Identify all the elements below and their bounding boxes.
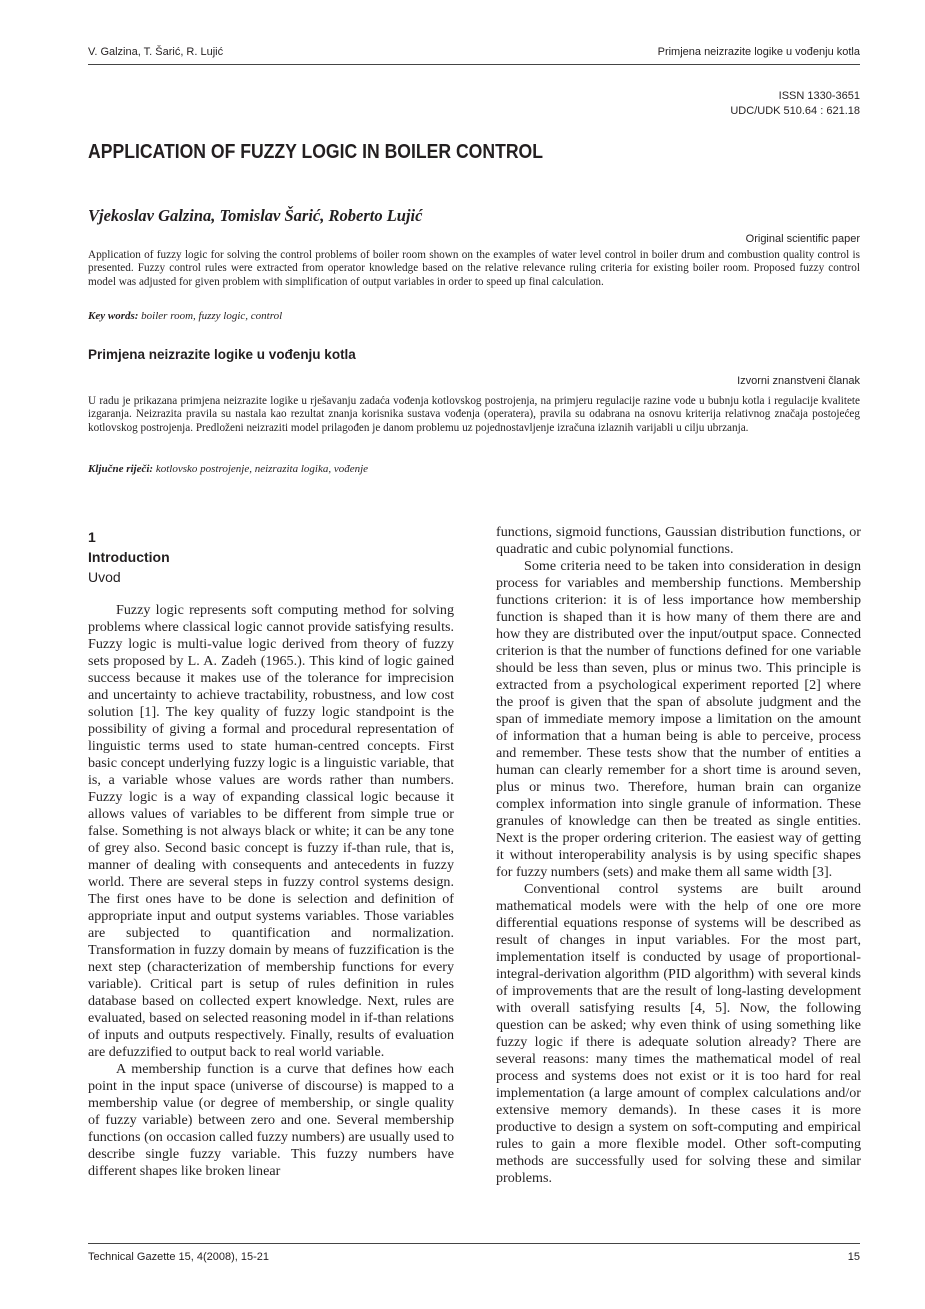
authors: Vjekoslav Galzina, Tomislav Šarić, Roberto Lujić <box>88 206 423 225</box>
paragraph: functions, sigmoid functions, Gaussian distribution functions, or quadratic and cubic polynomial functions. <box>496 524 861 557</box>
page-number: 15 <box>847 1251 860 1263</box>
keywords: boiler room, fuzzy logic, control <box>138 310 283 322</box>
footer-rule <box>88 1243 860 1244</box>
keywords-label-hr: Ključne riječi: <box>88 463 154 475</box>
hr-paper-type: Izvorni znanstveni članak <box>737 375 860 387</box>
right-column <box>496 524 861 1187</box>
paragraph: Some criteria need to be taken into consideration in design process for variables and membership functions. Membership functions criterion: it is of less importance how membership function is shaped than it is how many of them there are and how they are distributed over the input/output space. Connected criterion is that the number of functions defined for one variable should be less than seven, plus or minus two. This principle is extracted from a psychological experiment reported [2] where the proof is given that the span of absolute judgment and the span of immediate memory impose a limitation on the amount of information that a human being is able to perceive, process and remember. These tests show that the number of entities a human can clearly remember for a short time is around seven, plus or minus two. Therefore, human brain can organize complex information into single granule of information. These granules of knowledge can then be treated as single entities. Next is the proper ordering criterion. The easiest way of getting it without interoperability analysis is by using specific shapes for fuzzy numbers (sets) and make them all same width [3]. <box>496 558 861 880</box>
paper-title: APPLICATION OF FUZZY LOGIC IN BOILER CONTROL <box>88 141 543 163</box>
paragraph: Fuzzy logic represents soft computing method for solving problems where classical logic cannot provide satisfying results. Fuzzy logic is multi-value logic derived from theory of fuzzy sets proposed by L. A. Zadeh (1965.). This kind of logic gained success because it makes use of the tolerance for imprecision and uncertainty to achieve tractability, robustness, and low cost solution [1]. The key quality of fuzzy logic standpoint is the possibility of giving a formal and procedural representation of linguistic terms used to state human-centred concepts. First basic concept underlying fuzzy logic is a linguistic variable, that is, a variable whose values are words rather than numbers. Fuzzy logic is a way of expanding classical logic because it allows values of variables to be different from simple true or false. Something is not always black or white; it can be any tone of grey also. Second basic concept is fuzzy if-than rule, that is, manner of dealing with consequents and antecedents in fuzzy world. There are several steps in fuzzy control systems design. The first ones have to be done is selection and definition of appropriate input and output systems variables. Those variables are subjected to quantification and normalization. Transformation in fuzzy domain by means of fuzzification is the next step (characterization of membership functions for every variable). Critical part is setup of rules definition in rules database based on collected expert knowledge. Next, rules are evaluated, based on selected reasoning model in if-than relations of inputs and outputs respectively. Finally, results of evaluation are defuzzified to output back to real world variable. <box>88 602 454 1060</box>
udc: UDC/UDK 510.64 : 621.18 <box>730 105 860 117</box>
issn: ISSN 1330-3651 <box>778 90 860 102</box>
left-column <box>88 602 454 1180</box>
paragraph: Conventional control systems are built around mathematical models were with the help of one ore more differential equations response of systems will be described as result of changes in input variables. For the most part, implementation itself is conducted by usage of proportional-integral-derivation algorithm (PID algorithm) with several kinds of improvements that are the result of long-lasting development with overall satisfying results [4, 5]. Now, the following question can be asked; why even think of using something like fuzzy logic if there is adequate solution already? There are several reasons: many times the mathematical model of real process and systems does not exist or it is too hard for real implementation (a large amount of complex calculations and/or extensive memory demands). In these cases it is more productive to design a system on soft-computing and empirical rules to gain a more flexible model. Other soft-computing methods are successfully used for solving these and similar problems. <box>496 881 861 1186</box>
keywords-hr <box>88 463 368 475</box>
section-title-hr: Uvod <box>88 569 121 585</box>
keywords-hr-list: kotlovsko postrojenje, neizrazita logika, vođenje <box>153 463 369 475</box>
keywords-label: Key words: <box>88 310 139 322</box>
header-rule <box>88 64 860 65</box>
paper-type: Original scientific paper <box>745 233 860 245</box>
paragraph: A membership function is a curve that defines how each point in the input space (universe of discourse) is mapped to a membership value (or degree of membership, or single quality of fuzzy variable) between zero and one. Several membership functions (on occasion called fuzzy numbers) are usually used to describe single fuzzy variable. This fuzzy numbers have different shapes like broken linear <box>88 1061 454 1179</box>
keywords-en <box>88 310 282 322</box>
section-number: 1 <box>88 529 96 545</box>
section-title: Introduction <box>88 549 170 565</box>
abstract-en: Application of fuzzy logic for solving the control problems of boiler room shown on the examples of water level control in boiler drum and combustion quality control is presented. Fuzzy control rules were extracted from operator knowledge based on the relative relevance ruling criteria for existing boiler room. Proposed fuzzy control model was adjusted for given problem with simplification of output variables in order to speed up final calculation. <box>88 249 860 288</box>
footer-journal: Technical Gazette 15, 4(2008), 15-21 <box>88 1251 270 1263</box>
running-title: Primjena neizrazite logike u vođenju kotla <box>657 46 860 58</box>
abstract-hr: U radu je prikazana primjena neizrazite logike u rješavanju zadaća vođenja kotlovskog postrojenja, na primjeru regulacije razine vode u bubnju kotla i regulacije kvalitete izgaranja. Neizrazita pravila su nastala kao rezultat znanja korisnika sustava vođenja (operatera), pravila su odabrana na osnovu kriterija relativnog značaja postojećeg kotlovskog postrojenja. Predloženi neizraziti model prilagođen je danom problemu uz pojednostavljenje izračuna izlaznih varijabli u cilju ubrzanja. <box>88 395 860 434</box>
meta-block <box>730 89 860 119</box>
running-authors: V. Galzina, T. Šarić, R. Lujić <box>88 46 224 58</box>
section-heading <box>88 527 170 587</box>
hr-title: Primjena neizrazite logike u vođenju kotla <box>88 347 356 362</box>
